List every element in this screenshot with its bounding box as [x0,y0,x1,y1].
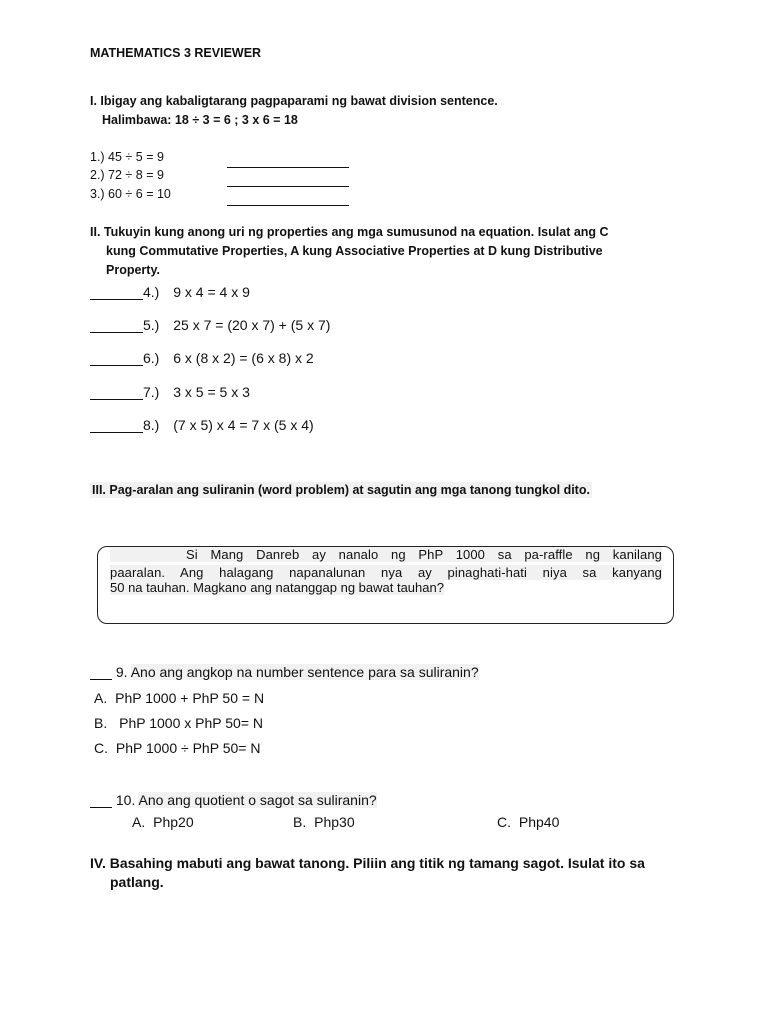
property-item-7 [90,384,250,400]
item-3-text: 3.) 60 ÷ 6 = 10 [90,187,171,201]
section-2-heading-line3: Property. [106,263,160,277]
q9-option-a [94,690,264,706]
item-3-answer-blank[interactable] [227,193,349,201]
q9-option-a-text: PhP 1000 + PhP 50 = N [115,690,265,706]
item-6-answer-blank[interactable] [90,351,143,366]
question-9 [90,664,479,680]
item-5-equation: 25 x 7 = (20 x 7) + (5 x 7) [173,317,331,333]
q9-option-c [94,740,260,756]
item-2-text: 2.) 72 ÷ 8 = 9 [90,168,164,182]
q9-number: 9. [115,664,128,680]
property-item-6 [90,350,314,366]
q9-option-c-letter: C. [94,740,108,756]
section-3-heading: III. Pag-aralan ang suliranin (word problem) at sagutin ang mga tanong tungkol dito. [92,483,590,497]
story-line-2: paaralan. Ang halagang napanalunan nya ay pinaghati-hati niya sa kanyang [110,565,662,580]
q9-option-b-letter: B. [94,715,108,731]
section-1-example: Halimbawa: 18 ÷ 3 = 6 ; 3 x 6 = 18 [102,113,298,127]
q10-option-c-letter: C. [497,814,511,830]
q10-option-c-text: Php40 [518,814,560,830]
story-line-1: Si Mang Danreb ay nanalo ng PhP 1000 sa pa-raffle ng kanilang [110,547,662,562]
item-4-answer-blank[interactable] [90,285,143,300]
q10-option-a-text: Php20 [153,814,194,830]
page-title: MATHEMATICS 3 REVIEWER [90,46,262,60]
item-7-equation: 3 x 5 = 5 x 3 [173,384,250,400]
section-1-heading: I. Ibigay ang kabaligtarang pagpaparami ng bawat division sentence. [90,94,498,108]
property-item-4 [90,284,250,300]
item-8-number: 8.) [143,417,160,433]
item-5-number: 5.) [143,317,160,333]
q10-question: Ano ang quotient o sagot sa suliranin? [138,792,377,808]
item-1-answer-blank[interactable] [227,155,349,163]
section-2-heading-line2: kung Commutative Properties, A kung Associative Properties at D kung Distributive [106,244,603,258]
q10-option-b-text: Php30 [314,814,355,830]
item-8-equation: (7 x 5) x 4 = 7 x (5 x 4) [173,417,314,433]
section-4-heading-line2: patlang. [110,874,164,890]
q10-option-c [497,814,559,830]
item-1-text: 1.) 45 ÷ 5 = 9 [90,150,164,164]
item-5-answer-blank[interactable] [90,318,143,333]
property-item-8 [90,417,314,433]
item-6-equation: 6 x (8 x 2) = (6 x 8) x 2 [173,350,314,366]
section-4-heading-line1: IV. Basahing mabuti ang bawat tanong. Piliin ang titik ng tamang sagot. Isulat ito sa [90,855,645,871]
property-item-5 [90,317,330,333]
item-2-answer-blank[interactable] [227,174,349,182]
q9-answer-blank[interactable] [90,666,112,680]
item-4-number: 4.) [143,284,160,300]
q10-answer-blank[interactable] [90,794,112,808]
q10-number: 10. [115,792,136,808]
item-6-number: 6.) [143,350,160,366]
q10-option-b-letter: B. [293,814,307,830]
item-7-answer-blank[interactable] [90,385,143,400]
q10-option-b [293,814,355,830]
q9-option-c-text: PhP 1000 ÷ PhP 50= N [115,740,261,756]
item-7-number: 7.) [143,384,160,400]
q9-option-b [94,715,263,731]
q10-option-a-letter: A. [132,814,146,830]
story-line-3: 50 na tauhan. Magkano ang natanggap ng bawat tauhan? [110,580,444,595]
section-2-heading-line1: II. Tukuyin kung anong uri ng properties ang mga sumusunod na equation. Isulat ang C [90,225,609,239]
q9-option-b-text: PhP 1000 x PhP 50= N [119,715,263,731]
q10-option-a [132,814,194,830]
q9-option-a-letter: A. [94,690,108,706]
question-10 [90,792,377,808]
item-4-equation: 9 x 4 = 4 x 9 [173,284,250,300]
item-8-answer-blank[interactable] [90,418,143,433]
q9-question: Ano ang angkop na number sentence para sa suliranin? [130,664,479,680]
